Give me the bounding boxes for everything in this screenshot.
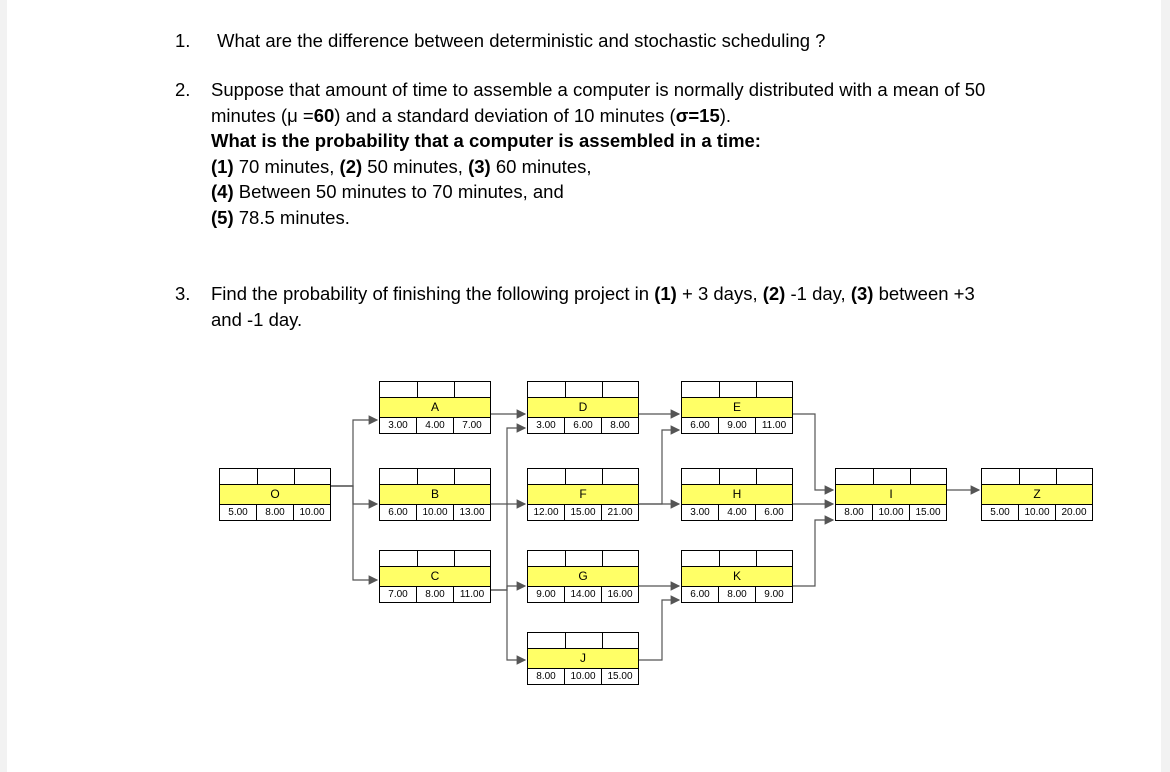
most-likely-time: 6.00 bbox=[565, 418, 602, 433]
pessimistic-time: 11.00 bbox=[459, 589, 485, 600]
most-likely-time: 14.00 bbox=[565, 587, 602, 602]
optimistic-time: 6.00 bbox=[682, 587, 719, 602]
activity-name: A bbox=[379, 398, 491, 417]
dependency-arrow bbox=[331, 486, 377, 504]
activity-name: E bbox=[681, 398, 793, 417]
most-likely-time: 10.00 bbox=[565, 669, 602, 684]
text-run: 60 bbox=[313, 104, 335, 126]
time-estimates bbox=[527, 586, 639, 603]
pessimistic-time: 7.00 bbox=[462, 420, 482, 431]
dependency-arrow bbox=[793, 520, 833, 586]
activity-node-i bbox=[835, 468, 947, 539]
time-estimates bbox=[219, 504, 331, 521]
dependency-arrow bbox=[491, 428, 525, 590]
node-top-row bbox=[681, 468, 793, 485]
document-page bbox=[7, 0, 1161, 772]
node-top-row bbox=[981, 468, 1093, 485]
activity-name: D bbox=[527, 398, 639, 417]
node-top-row bbox=[527, 381, 639, 398]
text-run: Find the probability of finishing the following project in bbox=[211, 283, 655, 304]
time-estimates bbox=[681, 417, 793, 434]
activity-node-g bbox=[527, 550, 639, 621]
optimistic-time: 9.00 bbox=[528, 587, 565, 602]
optimistic-time: 3.00 bbox=[528, 418, 565, 433]
activity-node-a bbox=[379, 381, 491, 452]
optimistic-time: 3.00 bbox=[380, 418, 417, 433]
dependency-arrow bbox=[639, 430, 679, 504]
activity-node-o bbox=[219, 468, 331, 539]
activity-node-f bbox=[527, 468, 639, 539]
dependency-arrow bbox=[331, 486, 377, 580]
pessimistic-time: 21.00 bbox=[607, 507, 633, 518]
time-estimates bbox=[379, 586, 491, 603]
question-number: 2. bbox=[175, 79, 191, 100]
activity-name: F bbox=[527, 485, 639, 504]
dependency-arrow bbox=[793, 414, 833, 490]
activity-node-e bbox=[681, 381, 793, 452]
pessimistic-time: 11.00 bbox=[761, 420, 787, 431]
time-estimates bbox=[681, 586, 793, 603]
most-likely-time: 10.00 bbox=[1019, 505, 1056, 520]
activity-node-c bbox=[379, 550, 491, 621]
time-estimates bbox=[981, 504, 1093, 521]
time-estimates bbox=[379, 417, 491, 434]
optimistic-time: 6.00 bbox=[682, 418, 719, 433]
text-run: between +3 bbox=[873, 283, 975, 304]
text-run: 70 minutes, bbox=[233, 155, 340, 177]
text-run: (1) bbox=[211, 155, 234, 177]
text-run: 78.5 minutes. bbox=[233, 206, 350, 228]
activity-name: Z bbox=[981, 485, 1093, 504]
node-top-row bbox=[681, 550, 793, 567]
optimistic-time: 8.00 bbox=[836, 505, 873, 520]
time-estimates bbox=[379, 504, 491, 521]
activity-name: O bbox=[219, 485, 331, 504]
activity-node-j bbox=[527, 632, 639, 703]
pessimistic-time: 13.00 bbox=[459, 507, 485, 518]
activity-node-z bbox=[981, 468, 1093, 539]
activity-name: H bbox=[681, 485, 793, 504]
activity-node-h bbox=[681, 468, 793, 539]
text-run: (4) bbox=[211, 181, 234, 202]
text-run: Suppose that amount of time to assemble a computer is normally distributed with a mean of 50 bbox=[211, 79, 986, 100]
activity-node-d bbox=[527, 381, 639, 452]
pessimistic-time: 10.00 bbox=[299, 507, 325, 518]
pessimistic-time: 20.00 bbox=[1061, 507, 1087, 518]
most-likely-time: 15.00 bbox=[565, 505, 602, 520]
time-estimates bbox=[835, 504, 947, 521]
node-top-row bbox=[219, 468, 331, 485]
pessimistic-time: 15.00 bbox=[607, 671, 633, 682]
pessimistic-time: 15.00 bbox=[915, 507, 941, 518]
activity-name: J bbox=[527, 649, 639, 668]
most-likely-time: 8.00 bbox=[417, 587, 454, 602]
activity-name: C bbox=[379, 567, 491, 586]
dependency-arrow bbox=[507, 590, 525, 660]
activity-name: K bbox=[681, 567, 793, 586]
most-likely-time: 4.00 bbox=[719, 505, 756, 520]
text-run: What is the probability that a computer is assembled in a time: bbox=[211, 130, 761, 151]
text-run: σ=15 bbox=[675, 104, 720, 126]
activity-node-k bbox=[681, 550, 793, 621]
text-run: What are the difference between deterministic and stochastic scheduling ? bbox=[217, 30, 826, 51]
question-number: 3. bbox=[175, 283, 191, 304]
text-run: (3) bbox=[850, 283, 874, 304]
text-run: Between 50 minutes to 70 minutes, and bbox=[233, 181, 564, 202]
time-estimates bbox=[527, 504, 639, 521]
pessimistic-time: 8.00 bbox=[610, 420, 630, 431]
most-likely-time: 8.00 bbox=[257, 505, 294, 520]
most-likely-time: 4.00 bbox=[417, 418, 454, 433]
dependency-arrow bbox=[639, 600, 679, 660]
most-likely-time: 8.00 bbox=[719, 587, 756, 602]
text-run: 60 minutes, bbox=[490, 155, 592, 177]
most-likely-time: 10.00 bbox=[417, 505, 454, 520]
text-run: -1 day, bbox=[785, 283, 851, 304]
optimistic-time: 5.00 bbox=[982, 505, 1019, 520]
text-run: 50 minutes, bbox=[362, 155, 469, 177]
pessimistic-time: 9.00 bbox=[764, 589, 784, 600]
dependency-arrow bbox=[331, 420, 377, 486]
optimistic-time: 5.00 bbox=[220, 505, 257, 520]
node-top-row bbox=[835, 468, 947, 485]
text-run: (1) bbox=[654, 283, 677, 304]
optimistic-time: 7.00 bbox=[380, 587, 417, 602]
question-number: 1. bbox=[175, 30, 191, 51]
activity-name: G bbox=[527, 567, 639, 586]
activity-name: B bbox=[379, 485, 491, 504]
project-network-diagram bbox=[7, 0, 1161, 772]
node-top-row bbox=[379, 468, 491, 485]
pessimistic-time: 16.00 bbox=[607, 589, 633, 600]
time-estimates bbox=[527, 668, 639, 685]
text-run: ). bbox=[719, 104, 732, 126]
optimistic-time: 3.00 bbox=[682, 505, 719, 520]
pessimistic-time: 6.00 bbox=[764, 507, 784, 518]
text-run: (5) bbox=[211, 206, 234, 228]
time-estimates bbox=[681, 504, 793, 521]
most-likely-time: 10.00 bbox=[873, 505, 910, 520]
node-top-row bbox=[527, 550, 639, 567]
text-run: (2) bbox=[762, 283, 786, 304]
node-top-row bbox=[527, 468, 639, 485]
text-run: (2) bbox=[339, 155, 363, 177]
activity-name: I bbox=[835, 485, 947, 504]
dependency-arrow bbox=[491, 586, 525, 590]
optimistic-time: 6.00 bbox=[380, 505, 417, 520]
activity-node-b bbox=[379, 468, 491, 539]
most-likely-time: 9.00 bbox=[719, 418, 756, 433]
text-run: and -1 day. bbox=[211, 308, 303, 330]
text-run: minutes (μ = bbox=[211, 104, 314, 126]
node-top-row bbox=[681, 381, 793, 398]
node-top-row bbox=[379, 550, 491, 567]
text-run: (3) bbox=[468, 155, 491, 177]
node-top-row bbox=[379, 381, 491, 398]
optimistic-time: 8.00 bbox=[528, 669, 565, 684]
optimistic-time: 12.00 bbox=[528, 505, 565, 520]
text-run: + 3 days, bbox=[676, 283, 763, 304]
node-top-row bbox=[527, 632, 639, 649]
time-estimates bbox=[527, 417, 639, 434]
text-run: ) and a standard deviation of 10 minutes ( bbox=[334, 104, 676, 126]
